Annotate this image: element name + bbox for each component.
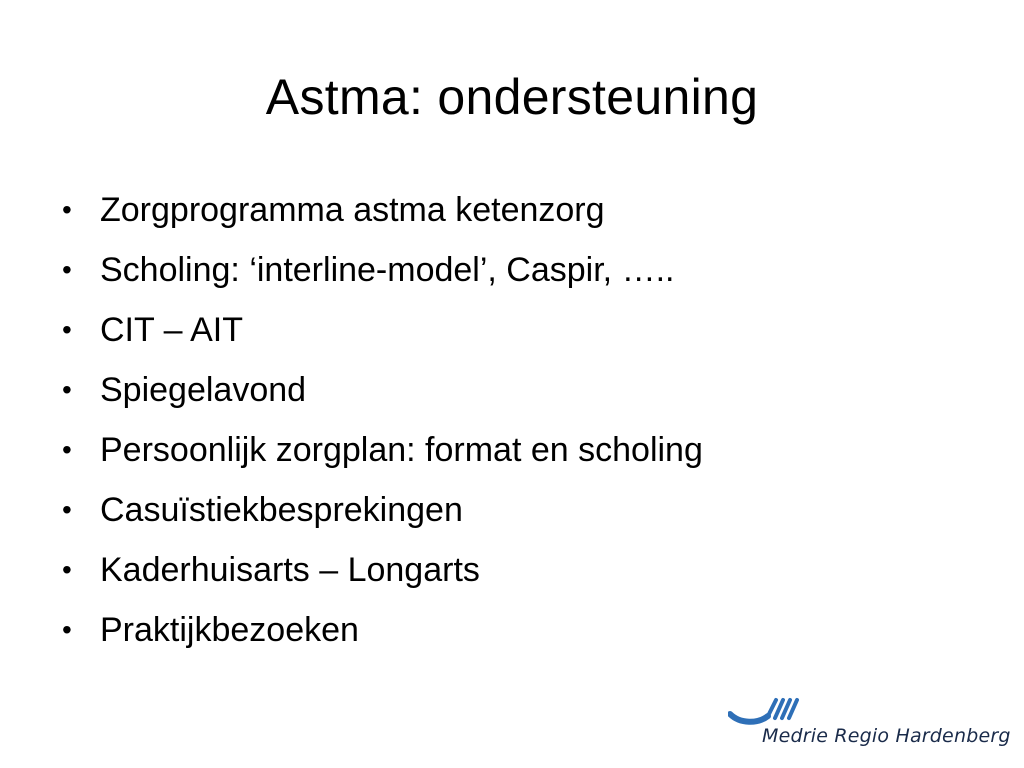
bullet-list xyxy=(62,180,703,660)
list-item xyxy=(62,420,703,480)
bullet-text: Persoonlijk zorgplan: format en scholing xyxy=(100,431,703,469)
bullet-icon: • xyxy=(62,434,72,465)
bullet-text: Scholing: ‘interline-model’, Caspir, ….. xyxy=(100,251,675,289)
list-item xyxy=(62,600,703,660)
bullet-icon: • xyxy=(62,554,72,585)
logo-text: Medrie Regio Hardenberg xyxy=(762,725,1011,747)
bullet-text: Praktijkbezoeken xyxy=(100,611,359,649)
bullet-text: Casuïstiekbesprekingen xyxy=(100,491,463,529)
list-item xyxy=(62,540,703,600)
bullet-icon: • xyxy=(62,374,72,405)
bullet-text: Spiegelavond xyxy=(100,371,307,409)
medrie-logo xyxy=(728,694,1011,754)
bullet-text: Zorgprogramma astma ketenzorg xyxy=(100,191,605,229)
list-item xyxy=(62,240,703,300)
bullet-icon: • xyxy=(62,314,72,345)
bullet-text: Kaderhuisarts – Longarts xyxy=(100,551,480,589)
list-item xyxy=(62,300,703,360)
list-item xyxy=(62,360,703,420)
list-item xyxy=(62,180,703,240)
bullet-icon: • xyxy=(62,194,72,225)
bullet-icon: • xyxy=(62,614,72,645)
bullet-icon: • xyxy=(62,494,72,525)
bullet-icon: • xyxy=(62,254,72,285)
medrie-logo-mark-icon xyxy=(728,694,800,726)
bullet-text: CIT – AIT xyxy=(100,311,243,349)
list-item xyxy=(62,480,703,540)
logo-swoosh xyxy=(730,714,768,722)
slide-title: Astma: ondersteuning xyxy=(265,69,759,125)
